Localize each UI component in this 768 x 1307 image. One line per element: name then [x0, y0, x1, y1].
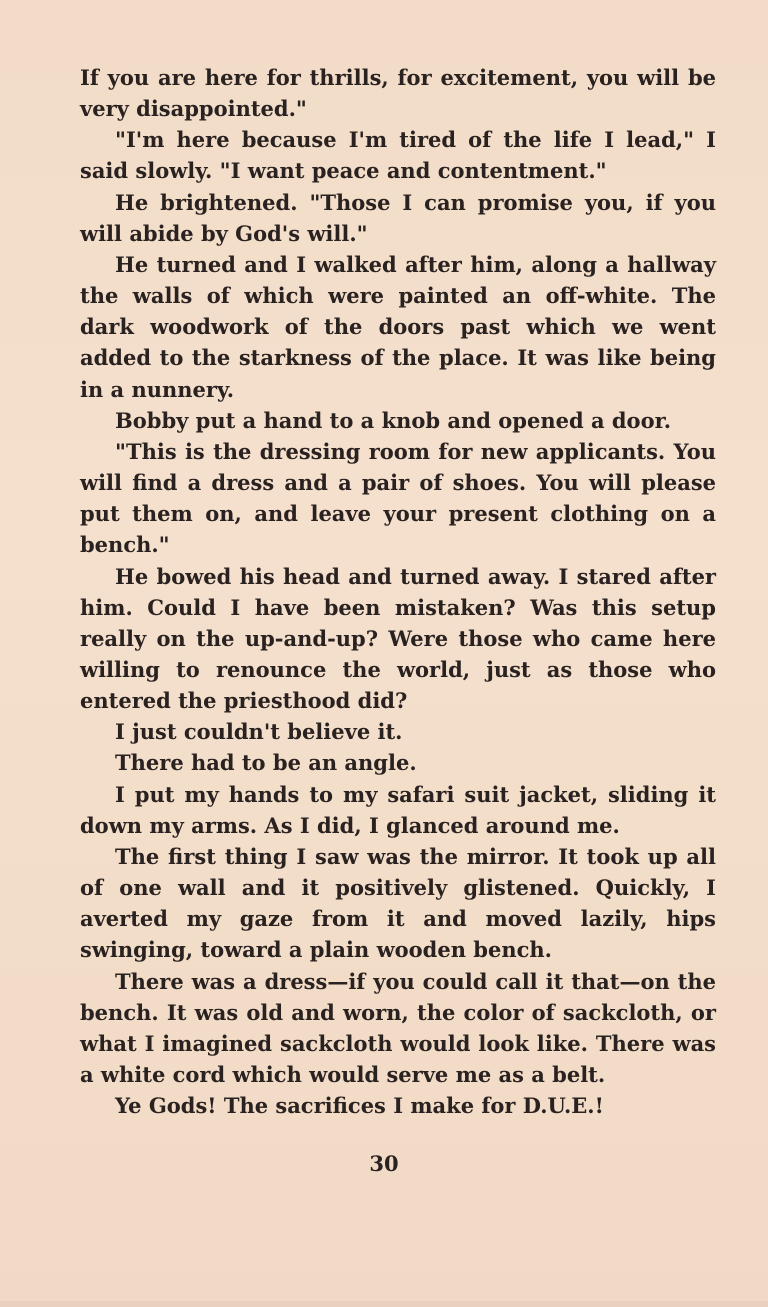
- page-bottom-edge: [0, 1301, 768, 1307]
- paragraph-2: "I'm here because I'm tired of the life I lead," I said slowly. "I want peace and contentment.": [80, 127, 716, 184]
- paragraph-10: I put my hands to my safari suit jacket, sliding it down my arms. As I did, I glanced around me.: [80, 781, 716, 838]
- paragraph-5: Bobby put a hand to a knob and opened a door.: [115, 407, 672, 433]
- paragraph-4: He turned and I walked after him, along a hallway the walls of which were painted an off-white. The dark woodwork of the doors past which we went added to the starkness of the place. It was like being in a nunnery.: [80, 251, 716, 402]
- paragraph-3: He brightened. "Those I can promise you, if you will abide by God's will.": [80, 189, 716, 246]
- paragraph-13: Ye Gods! The sacrifices I make for D.U.E.!: [115, 1093, 604, 1119]
- paragraph-1: If you are here for thrills, for excitement, you will be very disappointed.": [80, 65, 716, 122]
- paragraph-12: There was a dress—if you could call it that—on the bench. It was old and worn, the color of sackcloth, or what I imagined sackcloth would look like. There was a white cord which would serve me as a belt.: [80, 968, 716, 1087]
- paragraph-11: The first thing I saw was the mirror. It took up all of one wall and it positively glistened. Quickly, I averted my gaze from it and moved lazily, hips swinging, toward a plain wooden bench.: [80, 843, 716, 963]
- paragraph-8: I just couldn't believe it.: [115, 719, 403, 745]
- paragraph-7: He bowed his head and turned away. I stared after him. Could I have been mistaken? Was this setup really on the up-and-up? Were those who came here willing to renounce the world, just as those who entered the priesthood did?: [80, 563, 716, 714]
- paragraph-6: "This is the dressing room for new applicants. You will find a dress and a pair of shoes. You will please put them on, and leave your present clothing on a bench.": [80, 438, 716, 558]
- page-number: 30: [369, 1151, 399, 1176]
- paragraph-9: There had to be an angle.: [115, 750, 417, 776]
- body-text: [80, 62, 716, 1121]
